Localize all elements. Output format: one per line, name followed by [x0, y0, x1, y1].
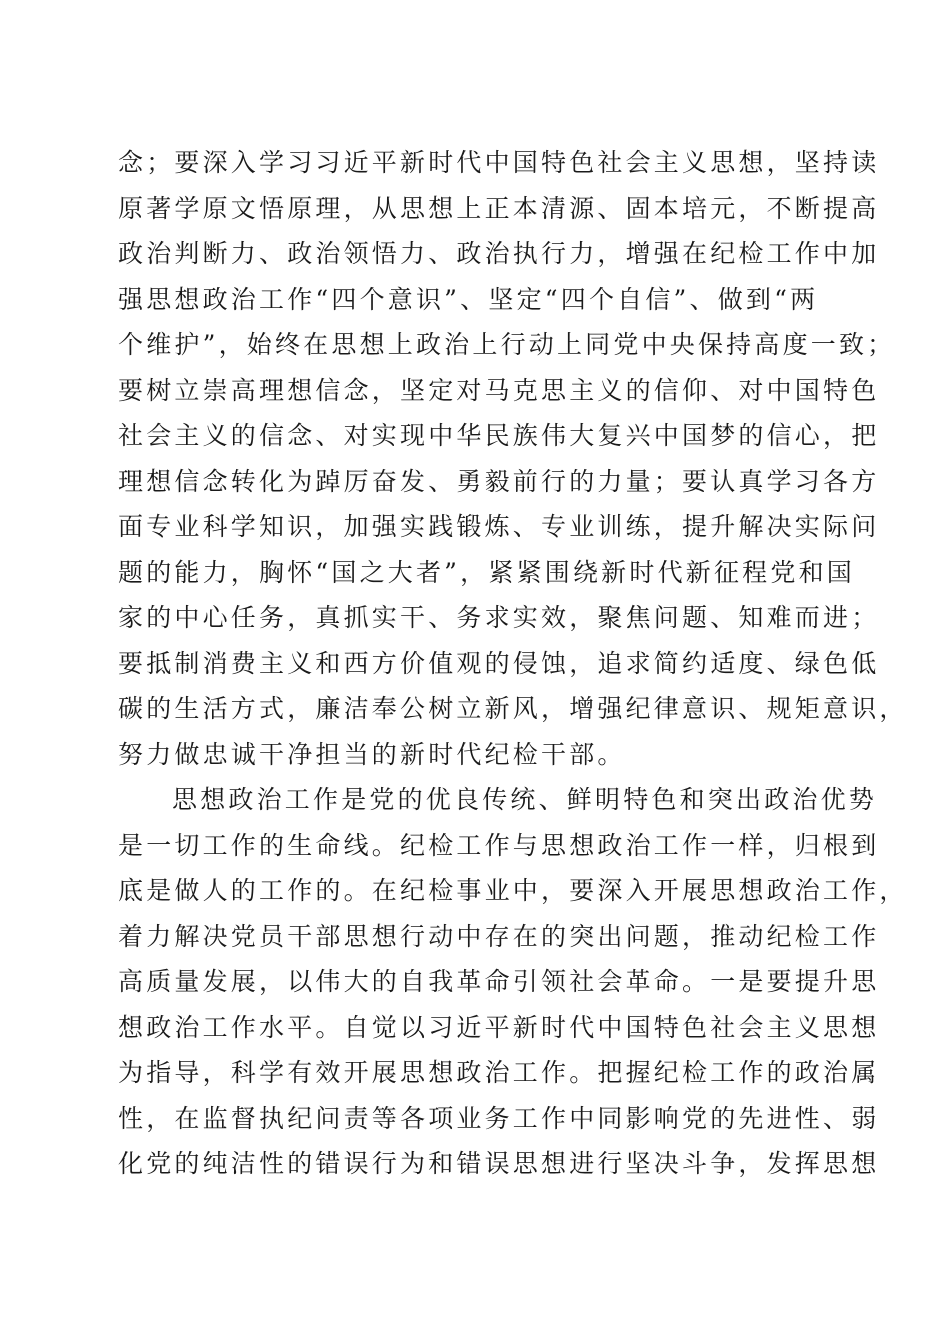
- text-line: 社会主义的信念、对实现中华民族伟大复兴中国梦的信心，把: [118, 421, 880, 450]
- text-line-indented: 思想政治工作是党的优良传统、鲜明特色和突出政治优势: [172, 785, 878, 814]
- text-line: 是一切工作的生命线。纪检工作与思想政治工作一样，归根到: [118, 830, 880, 860]
- text-line: 强思想政治工作“四个意识”、坚定“四个自信”、做到“两: [118, 284, 819, 314]
- text-line: 个维护”，始终在思想上政治上行动上同党中央保持高度一致；: [118, 330, 896, 359]
- text-line: 家的中心任务，真抓实干、务求实效，聚焦问题、知难而进；: [118, 603, 880, 632]
- text-line: 着力解决党员干部思想行动中存在的突出问题，推动纪检工作: [118, 921, 880, 951]
- paragraph-2: [118, 777, 908, 1187]
- text-line: 题的能力，胸怀“国之大者”，紧紧围绕新时代新征程党和国: [118, 557, 855, 587]
- text-line: 要树立崇高理想信念，坚定对马克思主义的信仰、对中国特色: [118, 375, 880, 405]
- text-line: 化党的纯洁性的错误行为和错误思想进行坚决斗争，发挥思想: [118, 1149, 880, 1178]
- document-body: [118, 140, 908, 1187]
- text-line: 念；要深入学习习近平新时代中国特色社会主义思想，坚持读: [118, 148, 880, 177]
- text-line: 想政治工作水平。自觉以习近平新时代中国特色社会主义思想: [118, 1012, 880, 1042]
- text-line: 高质量发展，以伟大的自我革命引领社会革命。一是要提升思: [118, 967, 880, 996]
- text-line: 政治判断力、政治领悟力、政治执行力，增强在纪检工作中加: [118, 239, 880, 268]
- text-line: 性，在监督执纪问责等各项业务工作中同影响党的先进性、弱: [118, 1103, 880, 1133]
- text-line: 底是做人的工作的。在纪检事业中，要深入开展思想政治工作，: [118, 876, 908, 905]
- text-line: 面专业科学知识，加强实践锻炼、专业训练，提升解决实际问: [118, 512, 880, 541]
- text-line: 原著学原文悟原理，从思想上正本清源、固本培元，不断提高: [118, 193, 880, 223]
- text-line: 要抵制消费主义和西方价值观的侵蚀，追求简约适度、绿色低: [118, 648, 880, 678]
- text-line: 碳的生活方式，廉洁奉公树立新风，增强纪律意识、规矩意识，: [118, 694, 908, 723]
- text-line: 为指导，科学有效开展思想政治工作。把握纪检工作的政治属: [118, 1058, 880, 1087]
- text-line: 努力做忠诚干净担当的新时代纪检干部。: [118, 739, 626, 769]
- text-line: 理想信念转化为踔厉奋发、勇毅前行的力量；要认真学习各方: [118, 466, 880, 496]
- paragraph-1: [118, 140, 908, 777]
